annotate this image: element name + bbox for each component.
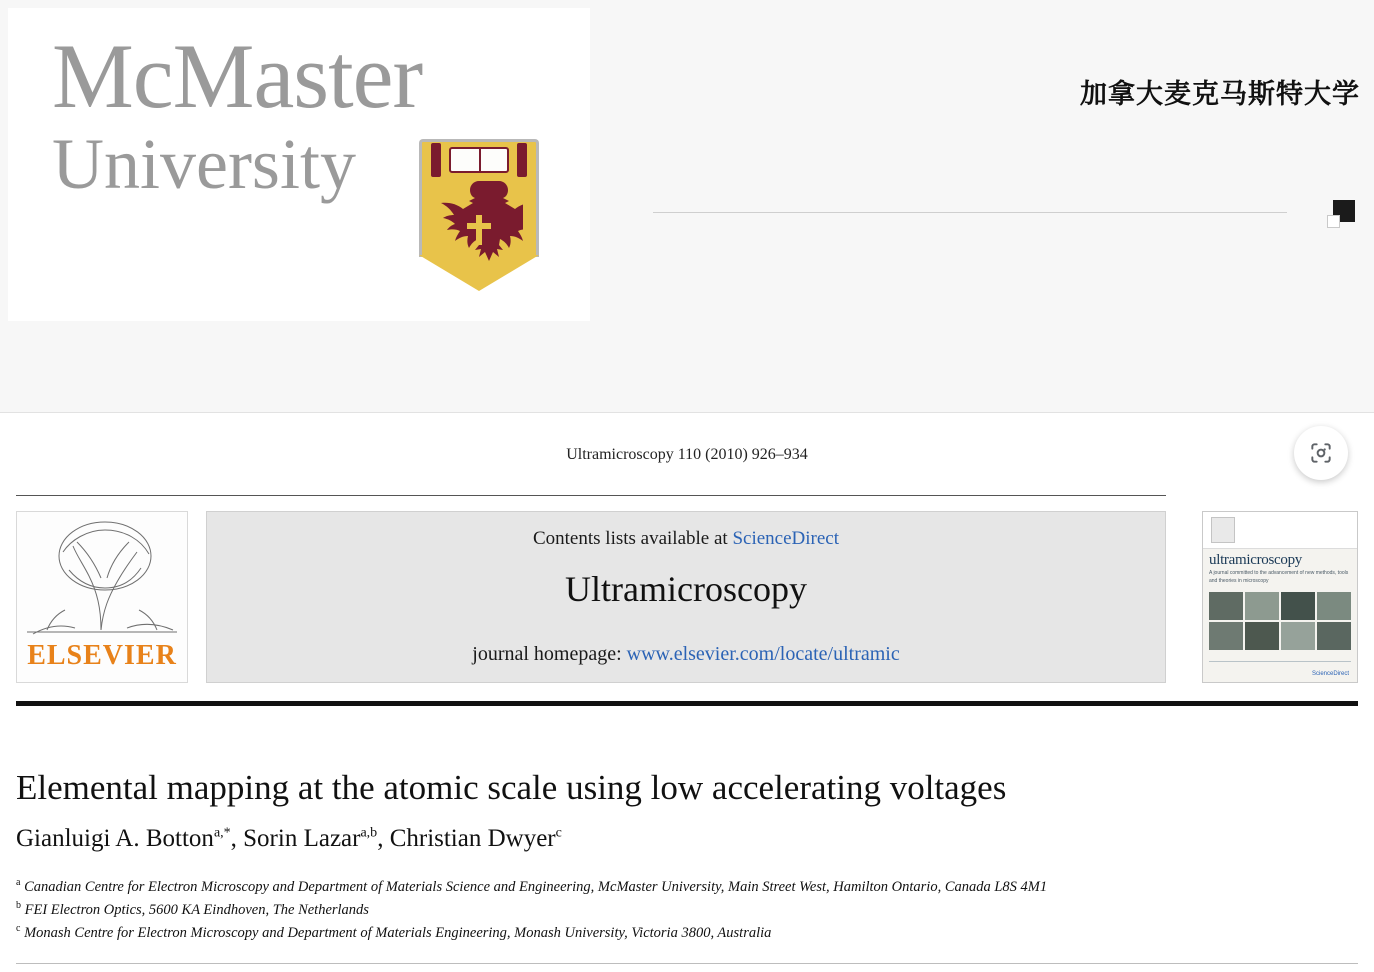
- affiliation-b-text: FEI Electron Optics, 5600 KA Eindhoven, The Netherlands: [24, 901, 369, 918]
- affiliation-a-mark: a: [16, 877, 21, 888]
- cover-header-strip: [1203, 512, 1357, 549]
- corner-marker-icon: [1327, 200, 1355, 228]
- banner-divider: [653, 212, 1287, 213]
- wordmark-line-1: McMaster: [52, 25, 423, 127]
- affiliation-c: [16, 921, 1356, 944]
- mcmaster-crest-icon: [419, 139, 539, 289]
- journal-cover-thumbnail: [1202, 511, 1358, 683]
- journal-title: Ultramicroscopy: [565, 569, 807, 609]
- google-lens-button[interactable]: [1294, 426, 1348, 480]
- crest-open-book-icon: [449, 147, 509, 173]
- cover-journal-subtitle: A journal committed to the advancement of new methods, tools and theories in microscopy: [1209, 570, 1349, 584]
- elsevier-wordmark: ELSEVIER: [27, 640, 177, 671]
- elsevier-logo: [16, 511, 188, 683]
- affiliation-c-mark: c: [16, 922, 21, 934]
- cover-header-mark: [1211, 517, 1235, 543]
- affiliation-a-text: Canadian Centre for Electron Microscopy and Department of Materials Science and Engineering, McMaster University, Main Street West, Hamilton Ontario, Canada L8S 4M1: [24, 878, 1048, 895]
- crest-eagle-icon: [435, 175, 523, 271]
- affiliation-a: [16, 875, 1356, 898]
- masthead-bottom-rule: [16, 701, 1358, 706]
- mcmaster-logo-card: [8, 8, 590, 321]
- contents-available-line: [207, 528, 1165, 550]
- affiliation-b-mark: b: [16, 899, 21, 911]
- journal-masthead: [16, 495, 1358, 675]
- paper-page: [0, 413, 1374, 972]
- google-lens-icon: [1308, 440, 1334, 466]
- masthead-top-rule: [16, 495, 1166, 496]
- sciencedirect-link[interactable]: ScienceDirect: [732, 528, 840, 549]
- crest-pillar-right: [517, 143, 527, 177]
- cover-footer-text: ScienceDirect: [1311, 671, 1349, 677]
- chinese-university-title: 加拿大麦克马斯特大学: [1080, 79, 1360, 110]
- author-3-marks: c: [555, 825, 562, 841]
- affiliation-b: [16, 898, 1356, 921]
- author-1-marks: a,*: [213, 825, 231, 841]
- journal-homepage-link[interactable]: www.elsevier.com/locate/ultramic: [626, 643, 900, 665]
- author-2-marks: a,b: [360, 825, 378, 841]
- corner-marker-light: [1327, 215, 1340, 228]
- cover-image-grid: [1209, 592, 1351, 650]
- cover-footer-rule: [1209, 661, 1351, 662]
- wordmark-line-2: University: [52, 124, 356, 204]
- journal-homepage-line: [207, 643, 1165, 666]
- crest-pillar-left: [431, 143, 441, 177]
- header-banner: [0, 0, 1374, 413]
- elsevier-tree-icon: [17, 512, 187, 648]
- contents-panel: [206, 511, 1166, 683]
- author-2-name: Sorin Lazar: [243, 825, 361, 852]
- page-bottom-rule: [16, 963, 1358, 964]
- article-affiliations: [16, 875, 1356, 944]
- affiliation-c-text: Monash Centre for Electron Microscopy and Department of Materials Engineering, Monash University, Victoria 3800, Australia: [24, 924, 772, 941]
- author-3-name: Christian Dwyer: [389, 825, 556, 852]
- article-authors: Gianluigi A. Botton$^{a,*}$, Sorin Lazar$^{a,b}$, Christian Dwyer$^c$: [16, 825, 562, 852]
- author-1-name: Gianluigi A. Botton: [16, 825, 214, 852]
- article-title: Elemental mapping at the atomic scale using low accelerating voltages: [16, 768, 1007, 807]
- contents-prefix-text: Contents lists available at: [532, 528, 733, 549]
- homepage-prefix-text: journal homepage:: [472, 643, 627, 665]
- cover-journal-title: ultramicroscopy: [1209, 552, 1302, 568]
- journal-reference: Ultramicroscopy 110 (2010) 926–934: [566, 446, 808, 463]
